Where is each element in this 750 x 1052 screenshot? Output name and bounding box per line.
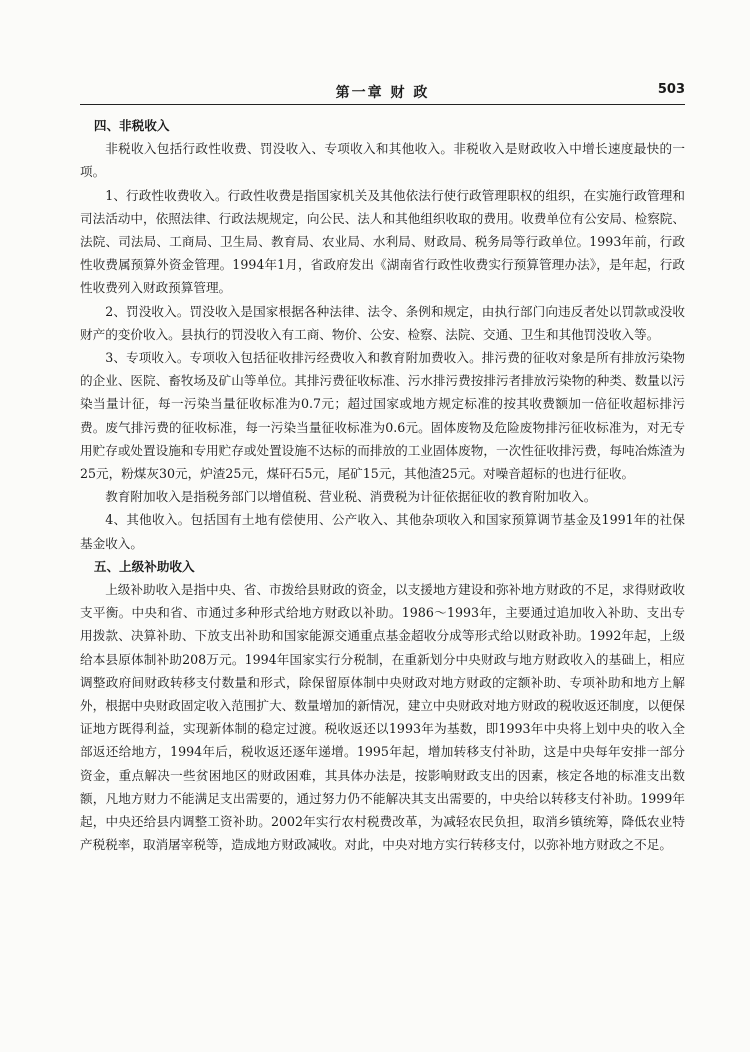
section-heading-superior-subsidy: 五、上级补助收入	[93, 558, 195, 574]
paragraph-superior-subsidy: 上级补助收入是指中央、省、市拨给县财政的资金，以支援地方建设和弥补地方财政的不足，求得财政收支平衡。中央和省、市通过多种形式给地方财政以补助。1986～1993年，主要通过追加收入补助、支出专用拨款、决算补助、下放支出补助和国家能源交通重点基金超收分成等形式给以财政补助。1992年起，上级给本县原体制补助208万元。1994年国家实行分税制，在重新划分中央财政与地方财政收入的基础上，相应调整政府间财政转移支付数量和形式，除保留原体制中央财政对地方财政的定额补助、专项补助和地方上解外，根据中央财政固定收入范围扩大、数量增加的新情况，建立中央财政对地方财政的税收返还制度，以便保证地方既得利益，实现新体制的稳定过渡。税收返还以1993年为基数，即1993年中央将上划中央的收入全部返还给地方，1994年后，税收返还逐年递增。1995年起，增加转移支付补助，这是中央每年安排一部分资金，重点解决一些贫困地区的财政困难，其具体办法是，按影响财政支出的因素，核定各地的标准支出数额，凡地方财力不能满足支出需要的，通过努力仍不能解决其支出需要的，中央给以转移支付补助。1999年起，中央还给县内调整工资补助。2002年实行农村税费改革，为减轻农民负担，取消乡镇统筹，降低农业特产税税率，取消屠宰税等，造成地方财政减收。对此，中央对地方实行转移支付，以弥补地方财政之不足。	[80, 582, 685, 853]
body-text	[80, 114, 685, 857]
header-rule	[80, 104, 685, 105]
paragraph-non-tax-overview: 非税收入包括行政性收费、罚没收入、专项收入和其他收入。非税收入是财政收入中增长速度最快的一项。	[80, 141, 685, 180]
section-heading-non-tax-revenue: 四、非税收入	[93, 118, 170, 133]
page-number: 503	[657, 82, 685, 97]
running-header	[80, 78, 685, 104]
paragraph-administrative-fees: 1、行政性收费收入。行政性收费是指国家机关及其他依法行使行政管理职权的组织，在实施行政管理和司法活动中，依照法律、行政法规规定，向公民、法人和其他组织收取的费用。收费单位有公安局、检察院、法院、司法局、工商局、卫生局、教育局、农业局、水利局、财政局、税务局等行政单位。1993年前，行政性收费属预算外资金管理。1994年1月，省政府发出《湖南省行政性收费实行预算管理办法》，是年起，行政性收费列入财政预算管理。	[80, 187, 685, 296]
chapter-title: 第一章 财 政	[335, 85, 430, 101]
paragraph-education-surcharge: 教育附加收入是指税务部门以增值税、营业税、消费税为计征依据征收的教育附加收入。	[105, 489, 597, 505]
paragraph-fines-confiscation: 2、罚没收入。罚没收入是国家根据各种法律、法令、条例和规定，由执行部门向违反者处以罚款或没收财产的变价收入。县执行的罚没收入有工商、物价、公安、检察、法院、交通、卫生和其他罚没收入等。	[80, 303, 685, 342]
paragraph-special-revenue: 3、专项收入。专项收入包括征收排污经费收入和教育附加费收入。排污费的征收对象是所有排放污染物的企业、医院、畜牧场及矿山等单位。其排污费征收标准、污水排污费按排污者排放污染物的种类、数量以污染当量计征，每一污染当量征收标准为0.7元；超过国家或地方规定标准的按其收费额加一倍征收超标排污费。废气排污费的征收标准，每一污染当量征收标准为0.6元。固体废物及危险废物排污征收标准为，对无专用贮存或处置设施和专用贮存或处置设施不达标的而排放的工业固体废物，一次性征收排污费，每吨冶炼渣为25元，粉煤灰30元，炉渣25元，煤矸石5元，尾矿15元，其他渣25元。对噪音超标的也进行征收。	[80, 350, 685, 482]
paragraph-other-revenue: 4、其他收入。包括国有土地有偿使用、公产收入、其他杂项收入和国家预算调节基金及1991年的社保基金收入。	[80, 512, 685, 551]
